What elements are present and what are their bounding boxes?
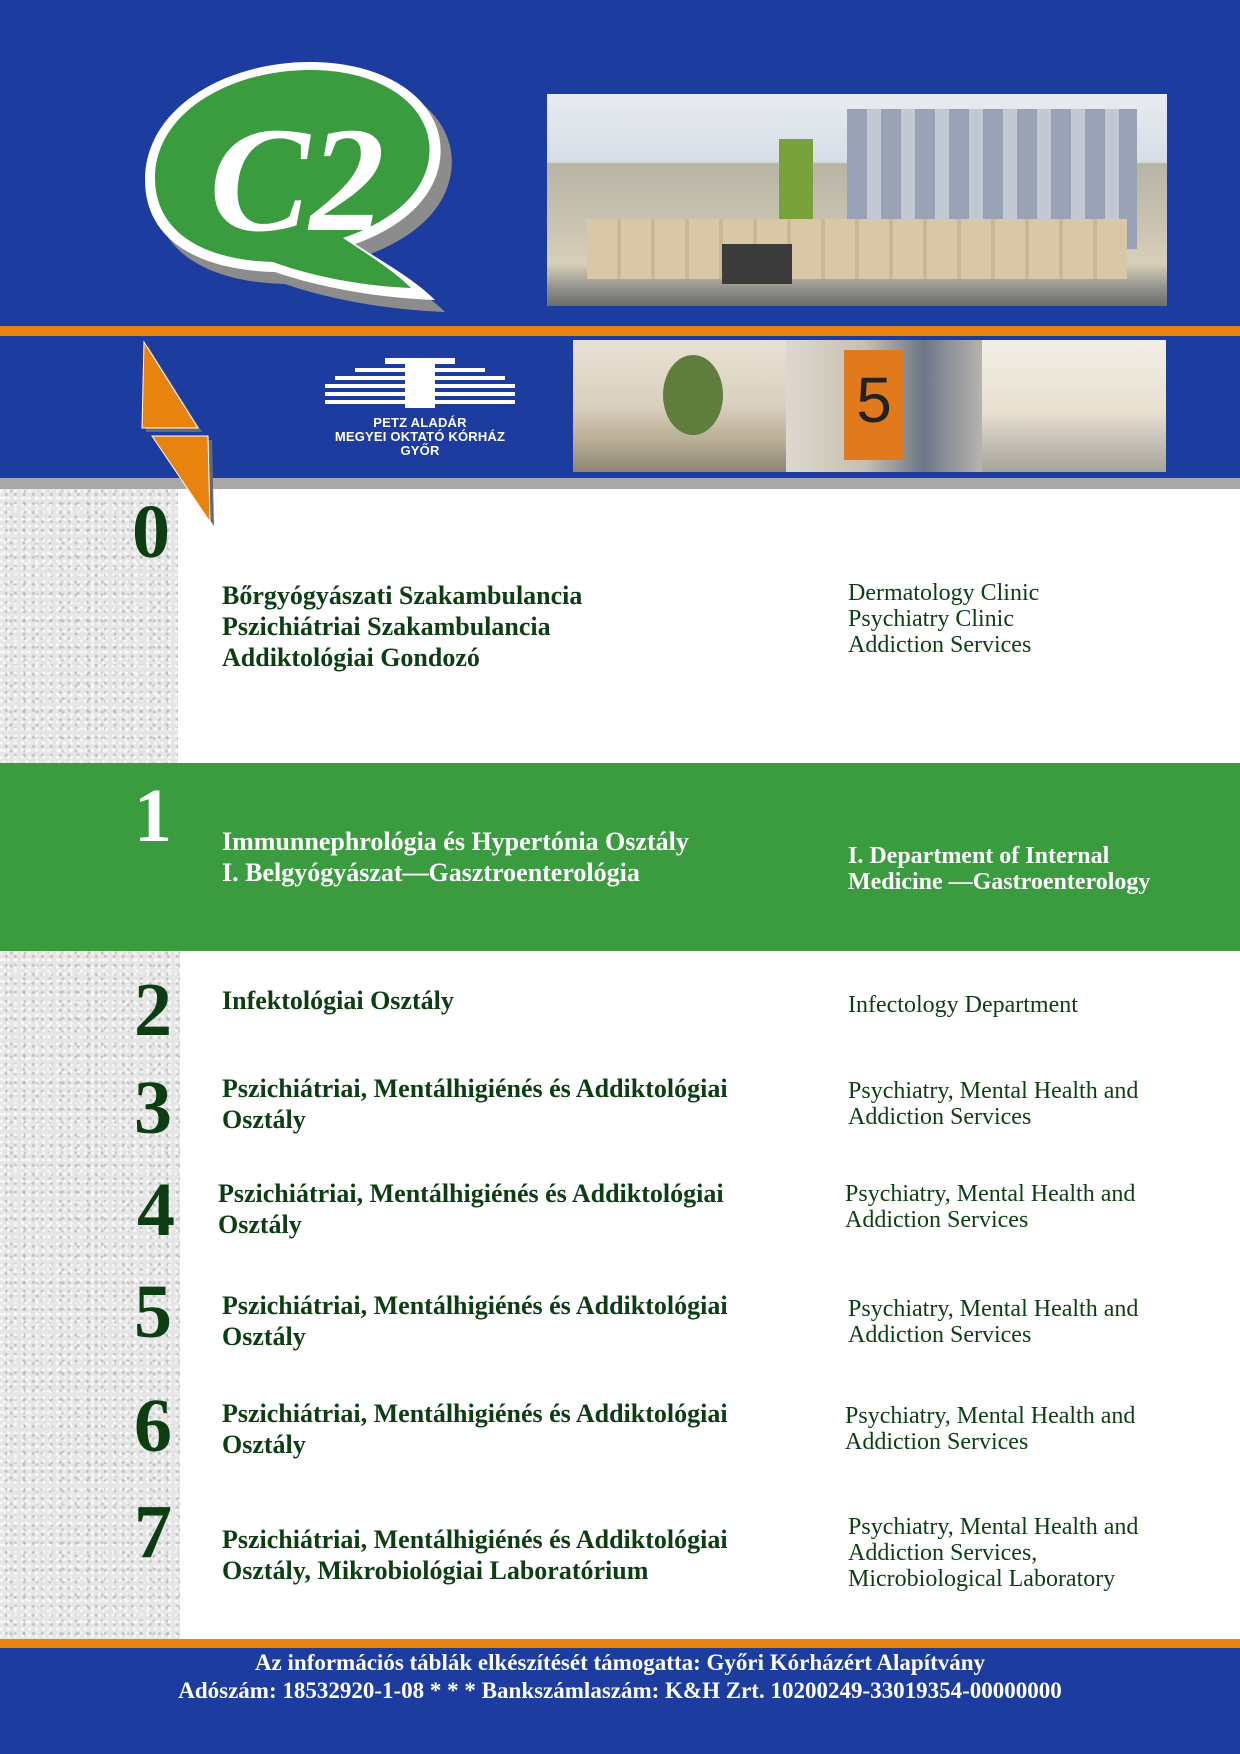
floor-sign-number: 5 (844, 350, 904, 460)
hu-line: Osztály, Mikrobiológiai Laboratórium (222, 1556, 649, 1585)
ward-room-photo (982, 340, 1166, 472)
en-line: Addiction Services (845, 1207, 1029, 1233)
floor-english-names (848, 1078, 1138, 1130)
footer-sponsor-line: Az információs táblák elkészítését támogatta: Győri Kórházért Alapítvány (254, 1650, 986, 1675)
en-line: Addiction Services (848, 632, 1032, 658)
hu-line: Osztály (222, 1430, 306, 1459)
atrium-photo (573, 340, 786, 472)
floor-hungarian-names (222, 1524, 728, 1586)
en-line: Addiction Services (848, 1322, 1032, 1348)
en-line: Addiction Services, (848, 1540, 1038, 1566)
en-line: Psychiatry Clinic (848, 606, 1014, 632)
hospital-logo (315, 356, 525, 460)
floor-hungarian-names (222, 1290, 728, 1352)
floor-number: 6 (134, 1384, 172, 1468)
floor-number: 4 (137, 1168, 175, 1252)
floor-number: 2 (134, 968, 172, 1052)
hospital-logo-line-1: PETZ ALADÁR (373, 415, 467, 430)
hu-line: Infektológiai Osztály (222, 986, 454, 1015)
en-line: I. Department of Internal (848, 843, 1110, 869)
hospital-logo-line-3: GYŐR (400, 443, 440, 458)
logo-text: C2 (209, 97, 385, 263)
en-line: Infectology Department (848, 992, 1078, 1018)
en-line: Microbiological Laboratory (848, 1566, 1116, 1592)
hu-line: Pszichiátriai, Mentálhigiénés és Addiktológiai (222, 1399, 728, 1428)
hu-line: Addiktológiai Gondozó (222, 643, 480, 672)
en-line: Psychiatry, Mental Health and (845, 1403, 1136, 1429)
footer (0, 1648, 1240, 1754)
hospital-building-icon (315, 356, 525, 412)
hu-line: Osztály (222, 1105, 306, 1134)
floor-english-names (845, 1403, 1135, 1455)
floor-hungarian-names (222, 1073, 728, 1135)
hu-line: Bőrgyógyászati Szakambulancia (222, 581, 583, 610)
en-line: Addiction Services (845, 1429, 1029, 1455)
en-line: Psychiatry, Mental Health and (848, 1078, 1139, 1104)
floor-hungarian-names (222, 826, 689, 888)
floor-number: 0 (132, 490, 170, 574)
hu-line: I. Belgyógyászat—Gasztroenterológia (222, 858, 640, 887)
hu-line: Pszichiátriai, Mentálhigiénés és Addiktológiai (218, 1179, 724, 1208)
hu-line: Osztály (222, 1322, 306, 1351)
floor-english-names (848, 580, 1039, 658)
elevator-photo (786, 340, 982, 472)
en-line: Medicine —Gastroenterology (848, 869, 1151, 895)
floor-number: 3 (134, 1066, 172, 1150)
floor-hungarian-names (222, 580, 582, 673)
floor-english-names (848, 1514, 1138, 1592)
hu-line: Pszichiátriai, Mentálhigiénés és Addiktológiai (222, 1074, 728, 1103)
en-line: Psychiatry, Mental Health and (848, 1296, 1139, 1322)
hu-line: Pszichiátriai, Mentálhigiénés és Addiktológiai (222, 1291, 728, 1320)
orange-divider-bottom (0, 1639, 1240, 1648)
floor-hungarian-names (222, 985, 454, 1016)
floor-number: 5 (134, 1270, 172, 1354)
hospital-building-photo (547, 94, 1167, 306)
hu-line: Pszichiátriai Szakambulancia (222, 612, 551, 641)
hu-line: Immunnephrológia és Hypertónia Osztály (222, 827, 689, 856)
floor-english-names (848, 1296, 1138, 1348)
en-line: Dermatology Clinic (848, 580, 1040, 606)
en-line: Psychiatry, Mental Health and (845, 1181, 1136, 1207)
hu-line: Pszichiátriai, Mentálhigiénés és Addiktológiai (222, 1525, 728, 1554)
floor-hungarian-names (218, 1178, 724, 1240)
floor-english-names (848, 992, 1078, 1018)
floor-english-names (845, 1181, 1135, 1233)
en-line: Psychiatry, Mental Health and (848, 1514, 1139, 1540)
floor-number: 7 (134, 1490, 172, 1574)
hu-line: Osztály (218, 1210, 302, 1239)
floor-english-names (848, 843, 1150, 895)
floor-hungarian-names (222, 1398, 728, 1460)
footer-tax-bank-line: Adószám: 18532920-1-08 * * * Bankszámlaszám: K&H Zrt. 10200249-33019354-00000000 (178, 1678, 1062, 1703)
floor-number: 1 (134, 774, 172, 858)
hospital-logo-line-2: MEGYEI OKTATÓ KÓRHÁZ (334, 429, 506, 444)
c2-logo (145, 60, 455, 330)
en-line: Addiction Services (848, 1104, 1032, 1130)
